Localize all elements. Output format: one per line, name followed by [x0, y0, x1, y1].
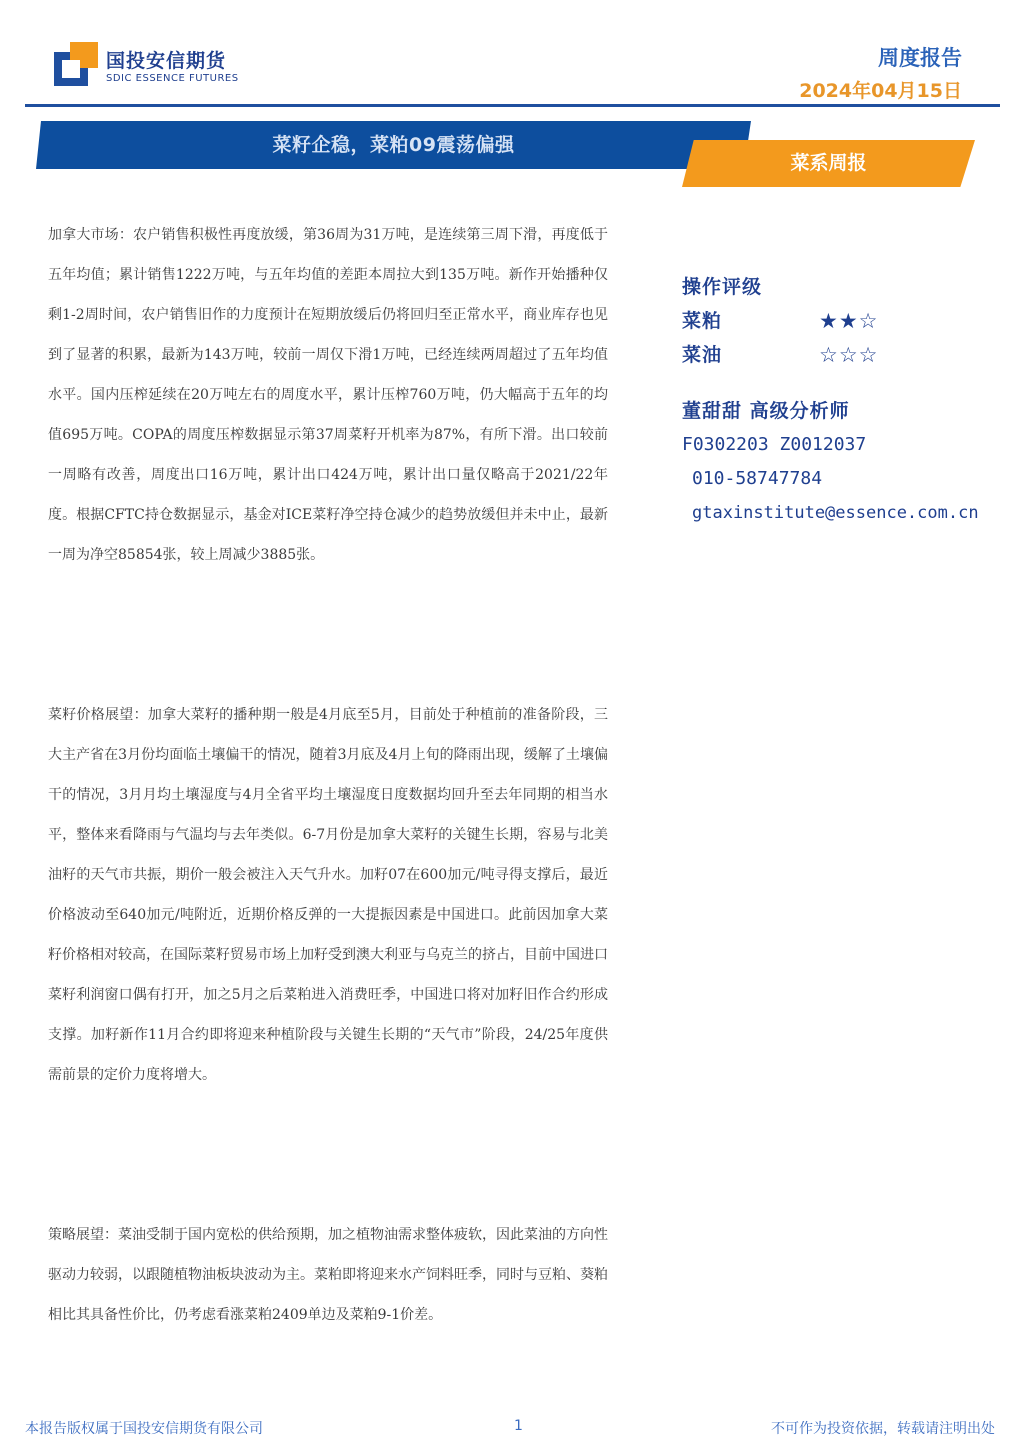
star-rating-icon: ☆☆☆	[819, 343, 879, 367]
rating-row-meal	[682, 304, 1012, 338]
footer-disclaimer: 不可作为投资依据，转载请注明出处	[771, 1421, 995, 1437]
rating-name: 菜粕	[682, 310, 723, 332]
report-date: 2024年04月15日	[799, 80, 962, 102]
logo-mark-icon	[54, 42, 98, 86]
rating-row-oil	[682, 338, 1012, 372]
rating-name: 菜油	[682, 344, 723, 366]
page-number: 1	[514, 1418, 523, 1434]
report-type: 周度报告	[878, 46, 962, 70]
paragraph-strategy: 策略展望：菜油受制于国内宽松的供给预期，加之植物油需求整体疲软，因此菜油的方向性驱动力较弱，以跟随植物油板块波动为主。菜粕即将迎来水产饲料旺季，同时与豆粕、葵粕相比其具备性价比，仍考虑看涨菜粕2409单边及菜粕9-1价差。	[48, 1227, 608, 1323]
report-title: 菜籽企稳，菜粕09震荡偏强	[272, 134, 515, 156]
sidebar	[682, 270, 1012, 530]
analyst-name: 董甜甜 高级分析师	[682, 400, 850, 422]
analyst-license: F0302203 Z0012037	[682, 434, 867, 455]
header-divider	[25, 104, 1000, 107]
logo-english-name: SDIC ESSENCE FUTURES	[106, 73, 239, 84]
analyst-phone: 010-58747784	[692, 468, 823, 489]
analyst-email[interactable]: gtaxinstitute@essence.com.cn	[692, 503, 979, 523]
report-category: 菜系周报	[790, 152, 867, 174]
rating-title: 操作评级	[682, 276, 763, 298]
paragraph-canada-market: 加拿大市场：农户销售积极性再度放缓，第36周为31万吨，是连续第三周下滑，再度低于五年均值；累计销售1222万吨，与五年均值的差距本周拉大到135万吨。新作开始播种仅剩1-2周时间，农户销售旧作的力度预计在短期放缓后仍将回归至正常水平，商业库存也见到了显著的积累，最新为143万吨，较前一周仅下滑1万吨，已经连续两周超过了五年均值水平。国内压榨延续在20万吨左右的周度水平，累计压榨760万吨，仍大幅高于五年的均值695万吨。COPA的周度压榨数据显示第37周菜籽开机率为87%，有所下滑。出口较前一周略有改善，周度出口16万吨，累计出口424万吨，累计出口量仅略高于2021/22年度。根据CFTC持仓数据显示，基金对ICE菜籽净空持仓减少的趋势放缓但并未中止，最新一周为净空85854张，较上周减少3885张。	[48, 227, 608, 563]
footer-copyright: 本报告版权属于国投安信期货有限公司	[25, 1421, 263, 1437]
company-logo	[54, 40, 314, 90]
paragraph-price-outlook: 菜籽价格展望：加拿大菜籽的播种期一般是4月底至5月，目前处于种植前的准备阶段，三大主产省在3月份均面临土壤偏干的情况，随着3月底及4月上旬的降雨出现，缓解了土壤偏干的情况，3月月均土壤湿度与4月全省平均土壤湿度日度数据均回升至去年同期的相当水平，整体来看降雨与气温均与去年类似。6-7月份是加拿大菜籽的关键生长期，容易与北美油籽的天气市共振，期价一般会被注入天气升水。加籽07在600加元/吨寻得支撑后，最近价格波动至640加元/吨附近，近期价格反弹的一大提振因素是中国进口。此前因加拿大菜籽价格相对较高，在国际菜籽贸易市场上加籽受到澳大利亚与乌克兰的挤占，目前中国进口菜籽利润窗口偶有打开，加之5月之后菜粕进入消费旺季，中国进口将对加籽旧作合约形成支撑。加籽新作11月合约即将迎来种植阶段与关键生长期的“天气市”阶段，24/25年度供需前景的定价力度将增大。	[48, 707, 608, 1083]
star-rating-icon: ★★☆	[819, 309, 879, 333]
logo-chinese-name: 国投安信期货	[106, 50, 227, 72]
